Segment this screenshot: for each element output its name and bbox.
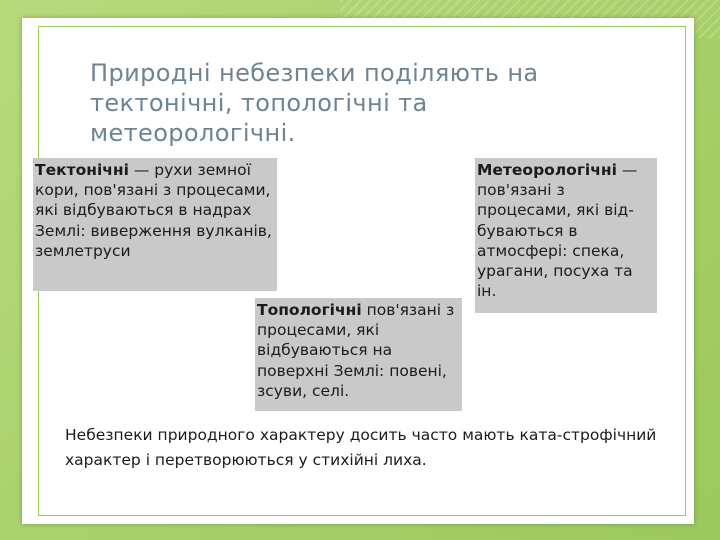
tectonic-term: Тектонічні bbox=[35, 161, 129, 179]
topological-text: пов'язані з процесами, які відбуваються на поверхні Землі: повені, зсуви, селі. bbox=[257, 301, 455, 400]
slide-title: Природні небезпеки поділяють на тектонічні, топологічні та метеорологічні. bbox=[90, 59, 539, 147]
tectonic-text: — рухи земної кори, пов'язані з процесами, які відбуваються в надрах Землі: виверження вулканів, землетруси bbox=[35, 161, 272, 260]
footer-text: Небезпеки природного характеру досить часто мають ката-строфічний характер і перетворюються у стихійні лиха. bbox=[65, 426, 657, 469]
meteorological-text: — пов'язані з процесами, які від-буваються в атмосфері: спека, урагани, посуха та ін. bbox=[477, 161, 638, 301]
topological-block bbox=[255, 298, 462, 411]
meteorological-block bbox=[475, 158, 657, 313]
meteorological-term: Метеорологічні bbox=[477, 161, 617, 179]
tectonic-block bbox=[33, 158, 277, 291]
topological-term: Топологічні bbox=[257, 301, 362, 319]
